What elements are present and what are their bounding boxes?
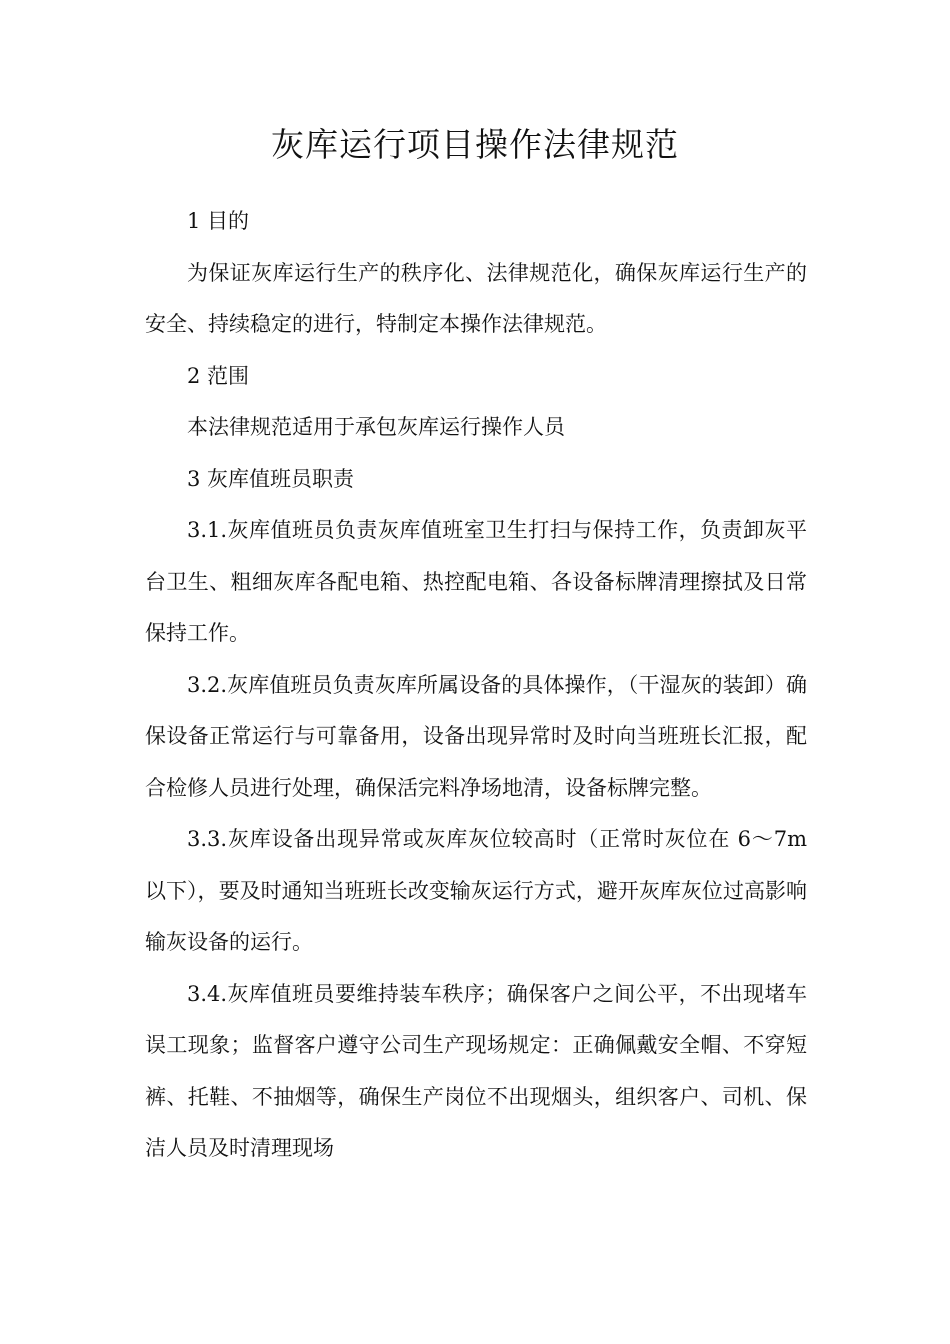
section-heading-purpose: 1 目的 (187, 209, 250, 233)
duty-paragraph-3-2: 3.2.灰库值班员负责灰库所属设备的具体操作，（干湿灰的装卸）确保设备正常运行与可靠备用，设备出现异常时及时向当班班长汇报，配合检修人员进行处理，确保活完料净场地清，设备标牌完整。 (145, 672, 807, 800)
section-heading-duties: 3 灰库值班员职责 (187, 466, 355, 491)
duty-paragraph-3-3: 3.3.灰库设备出现异常或灰库灰位较高时（正常时灰位在 6～7m 以下），要及时通知当班班长改变输灰运行方式，避开灰库灰位过高影响输灰设备的运行。 (145, 827, 807, 954)
duty-paragraph-3-4: 3.4.灰库值班员要维持装车秩序；确保客户之间公平，不出现堵车误工现象；监督客户遵守公司生产现场规定：正确佩戴安全帽、不穿短裤、托鞋、不抽烟等，确保生产岗位不出现烟头，组织客户、司机、保洁人员及时清理现场 (145, 981, 807, 1160)
document-title: 灰库运行项目操作法律规范 (271, 125, 679, 164)
document-body (145, 196, 807, 1175)
duty-paragraph-3-1: 3.1.灰库值班员负责灰库值班室卫生打扫与保持工作，负责卸灰平台卫生、粗细灰库各配电箱、热控配电箱、各设备标牌清理擦拭及日常保持工作。 (145, 518, 807, 645)
section-heading-scope: 2 范围 (187, 363, 250, 388)
scope-paragraph: 本法律规范适用于承包灰库运行操作人员 (187, 415, 565, 439)
purpose-paragraph: 为保证灰库运行生产的秩序化、法律规范化，确保灰库运行生产的安全、持续稳定的进行，特制定本操作法律规范。 (145, 260, 807, 336)
